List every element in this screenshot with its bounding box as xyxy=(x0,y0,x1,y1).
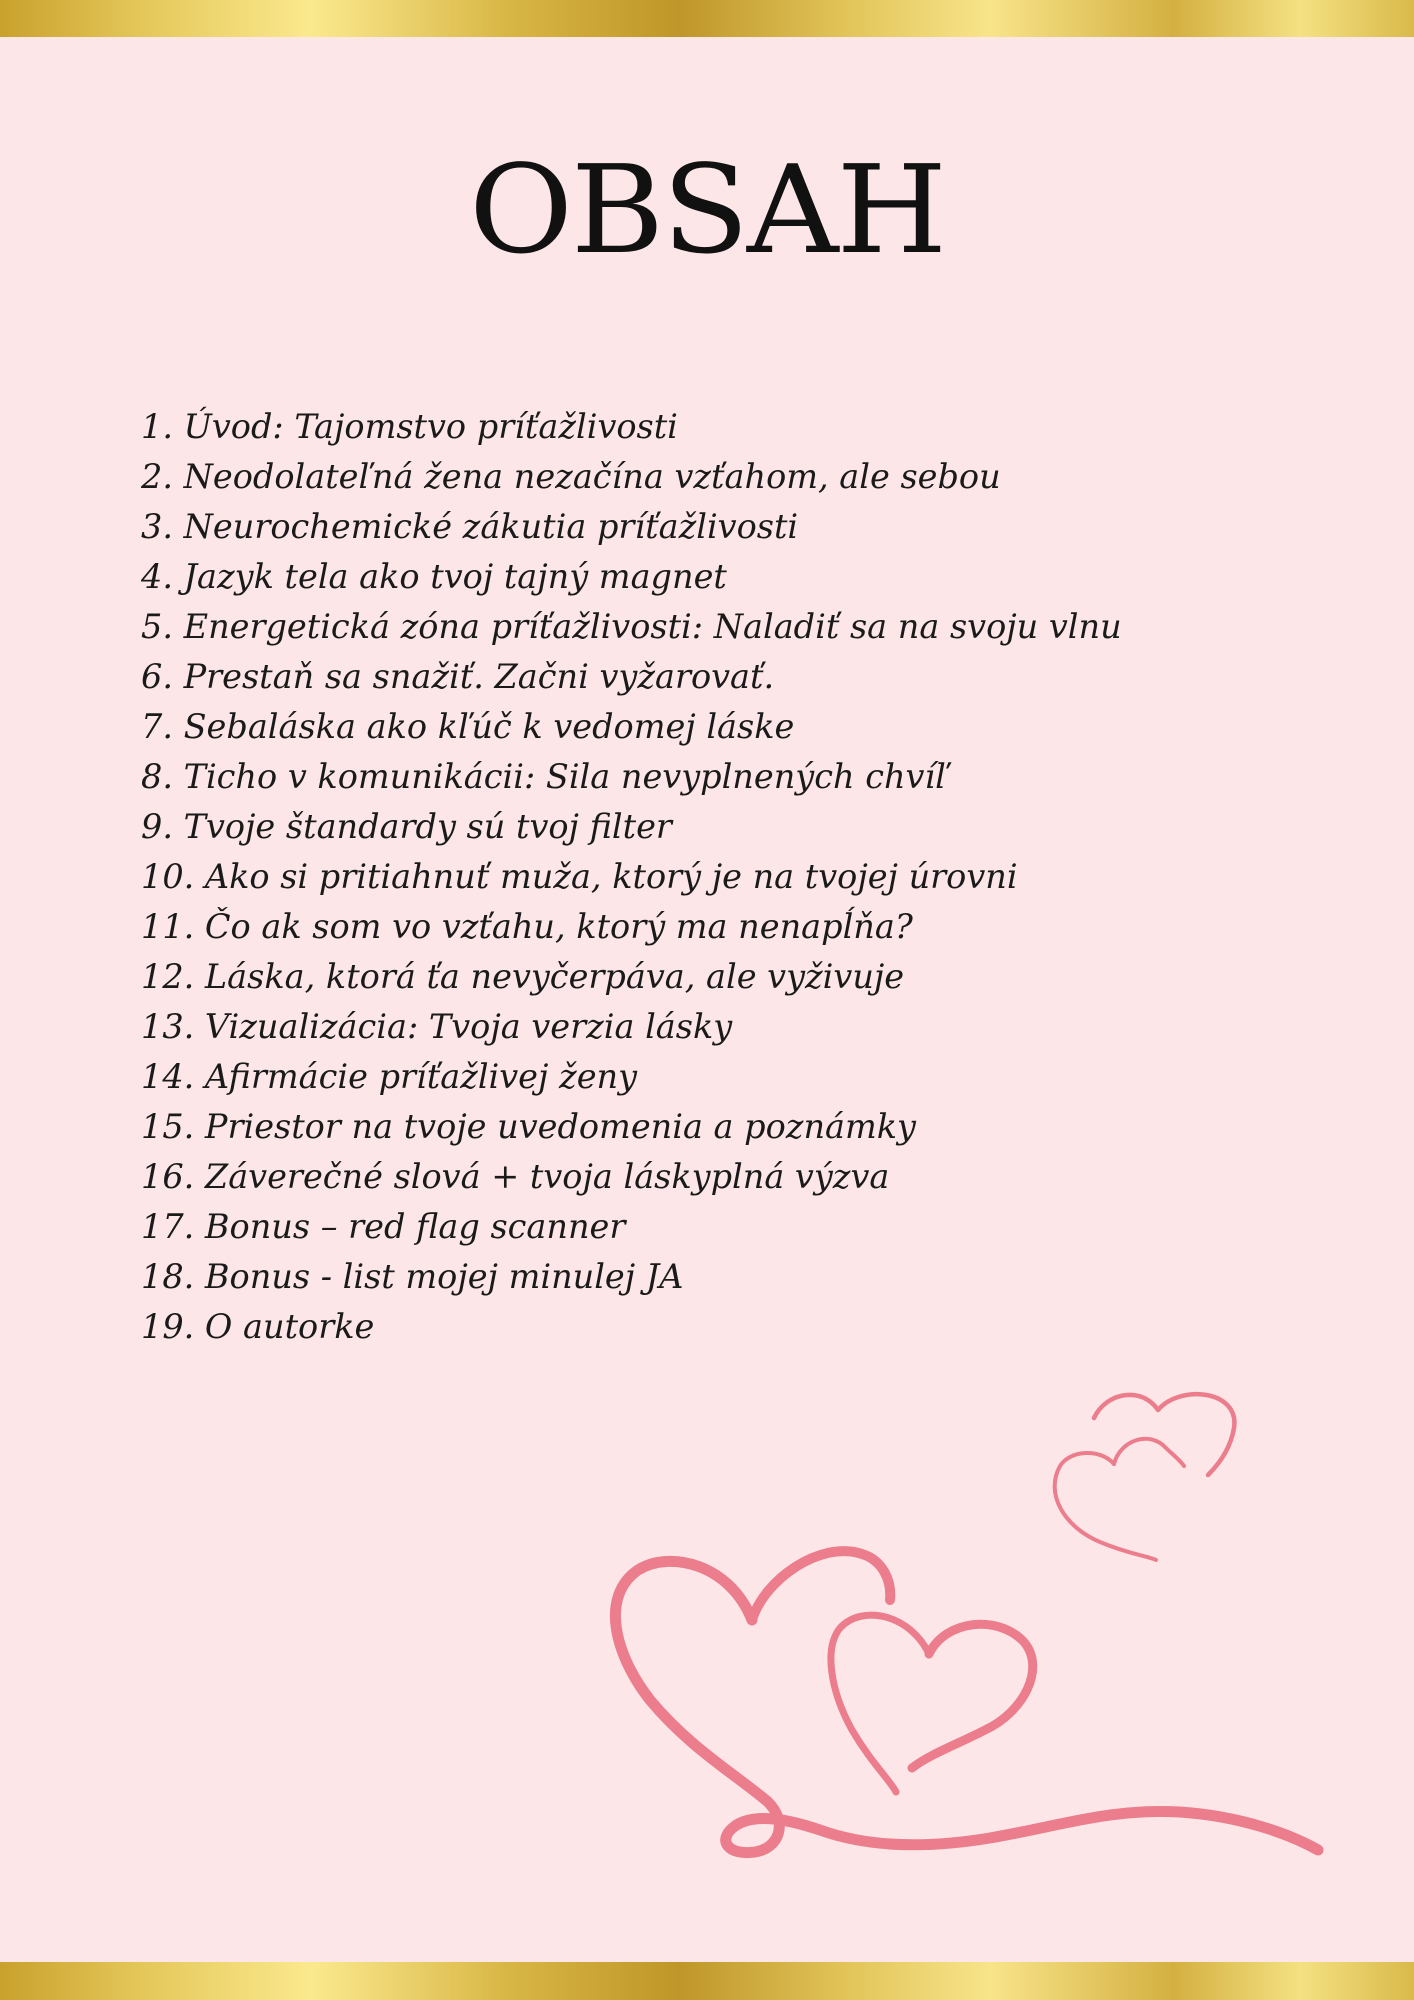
toc-item[interactable]: 16. Záverečné slová + tvoja láskyplná výzva xyxy=(141,1157,890,1196)
toc-item[interactable]: 4. Jazyk tela ako tvoj tajný magnet xyxy=(141,557,727,596)
toc-item[interactable]: 5. Energetická zóna príťažlivosti: Naladiť sa na svoju vlnu xyxy=(141,607,1122,646)
toc-item[interactable]: 19. O autorke xyxy=(141,1307,375,1346)
toc-item[interactable]: 11. Čo ak som vo vzťahu, ktorý ma nenapĺňa? xyxy=(141,907,913,946)
toc-item[interactable]: 17. Bonus – red flag scanner xyxy=(141,1207,626,1246)
toc-item[interactable]: 12. Láska, ktorá ťa nevyčerpáva, ale vyživuje xyxy=(141,957,905,996)
toc-item[interactable]: 9. Tvoje štandardy sú tvoj filter xyxy=(141,807,672,846)
hearts-ribbon-icon xyxy=(600,1360,1340,1880)
page-title: OBSAH xyxy=(468,139,946,281)
toc-item[interactable]: 3. Neurochemické zákutia príťažlivosti xyxy=(141,507,799,546)
top-gold-border xyxy=(0,0,1414,37)
toc-item[interactable]: 13. Vizualizácia: Tvoja verzia lásky xyxy=(141,1007,733,1046)
toc-item[interactable]: 18. Bonus - list mojej minulej JA xyxy=(141,1257,684,1296)
toc-item[interactable]: 15. Priestor na tvoje uvedomenia a poznámky xyxy=(141,1107,916,1146)
bottom-gold-border xyxy=(0,1962,1414,2000)
toc-item[interactable]: 1. Úvod: Tajomstvo príťažlivosti xyxy=(141,407,678,446)
toc-item[interactable]: 7. Sebaláska ako kľúč k vedomej láske xyxy=(141,707,795,746)
toc-item[interactable]: 10. Ako si pritiahnuť muža, ktorý je na tvojej úrovni xyxy=(141,857,1018,896)
toc-item[interactable]: 8. Ticho v komunikácii: Sila nevyplnených chvíľ xyxy=(141,757,949,796)
toc-item[interactable]: 6. Prestaň sa snažiť. Začni vyžarovať. xyxy=(141,657,775,696)
toc-item[interactable]: 14. Afirmácie príťažlivej ženy xyxy=(141,1057,638,1096)
table-of-contents xyxy=(141,402,1291,1352)
toc-item[interactable]: 2. Neodolateľná žena nezačína vzťahom, ale sebou xyxy=(141,457,1001,496)
